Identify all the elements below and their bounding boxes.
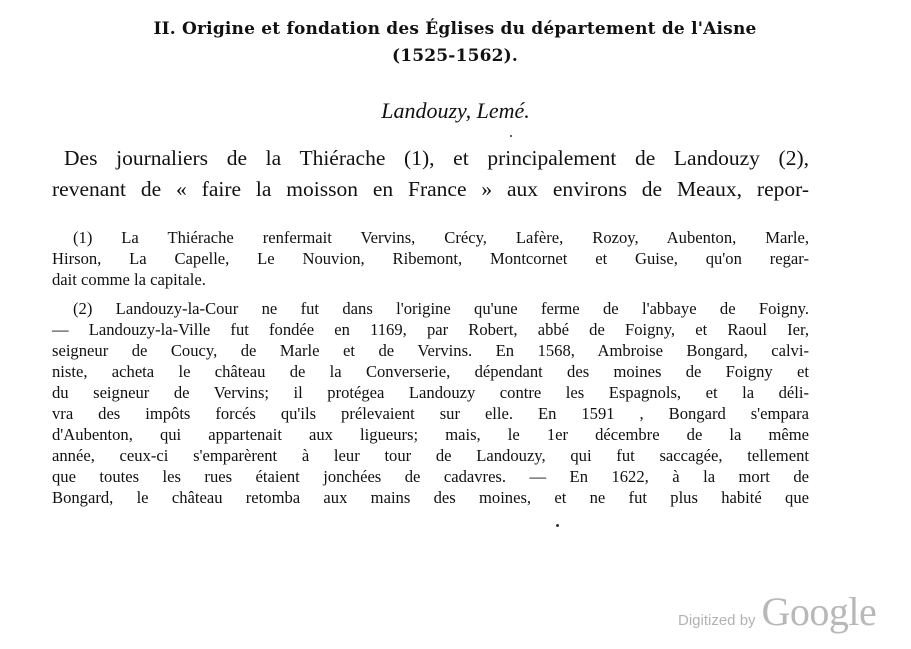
footnote-2-line: du seigneur de Vervins; il protégea Landouzy contre les Espagnols, et la déli- <box>52 383 809 402</box>
footnote-2-line: seigneur de Coucy, de Marle et de Vervins. En 1568, Ambroise Bongard, calvi- <box>52 341 809 360</box>
footnote-2-line: année, ceux-ci s'emparèrent à leur tour de Landouzy, qui fut saccagée, tellement <box>52 446 809 465</box>
google-logo: Google <box>761 589 877 634</box>
footnote-1-line: dait comme la capitale. <box>52 270 206 289</box>
footnote-2-line: (2) Landouzy-la-Cour ne fut dans l'origine qu'une ferme de l'abbaye de Foigny. <box>73 299 809 318</box>
section-heading-dates: (1525-1562). <box>391 46 519 66</box>
section-heading: II. Origine et fondation des Églises du département de l'Aisne <box>153 19 757 39</box>
body-text-line: Des journaliers de la Thiérache (1), et principalement de Landouzy (2), <box>64 146 809 170</box>
footnote-2-line: niste, acheta le château de la Converserie, dépendant des moines de Foigny et <box>52 362 809 381</box>
body-text-line: revenant de « faire la moisson en France » aux environs de Meaux, repor- <box>52 177 809 201</box>
digitized-by-google-watermark <box>678 588 876 635</box>
footnote-1-line: Hirson, La Capelle, Le Nouvion, Ribemont, Montcornet et Guise, qu'on regar- <box>52 249 809 268</box>
footnote-2-line: que toutes les rues étaient jonchées de cadavres. — En 1622, à la mort de <box>52 467 809 486</box>
watermark-prefix: Digitized by <box>678 612 756 629</box>
footnote-2-line: d'Aubenton, qui appartenait aux ligueurs; mais, le 1er décembre de la même <box>52 425 809 444</box>
scan-speck <box>556 524 559 527</box>
footnote-1-line: (1) La Thiérache renfermait Vervins, Crécy, Lafère, Rozoy, Aubenton, Marle, <box>73 228 809 247</box>
footnote-2-line: Bongard, le château retomba aux mains des moines, et ne fut plus habité que <box>52 488 809 507</box>
section-subtitle: Landouzy, Lemé. <box>381 98 530 123</box>
footnote-2-line: — Landouzy-la-Ville fut fondée en 1169, par Robert, abbé de Foigny, et Raoul Ier, <box>52 320 809 339</box>
footnote-2-line: vra des impôts forcés qu'ils prélevaient sur elle. En 1591 , Bongard s'empara <box>52 404 809 423</box>
scan-speck <box>510 135 512 137</box>
